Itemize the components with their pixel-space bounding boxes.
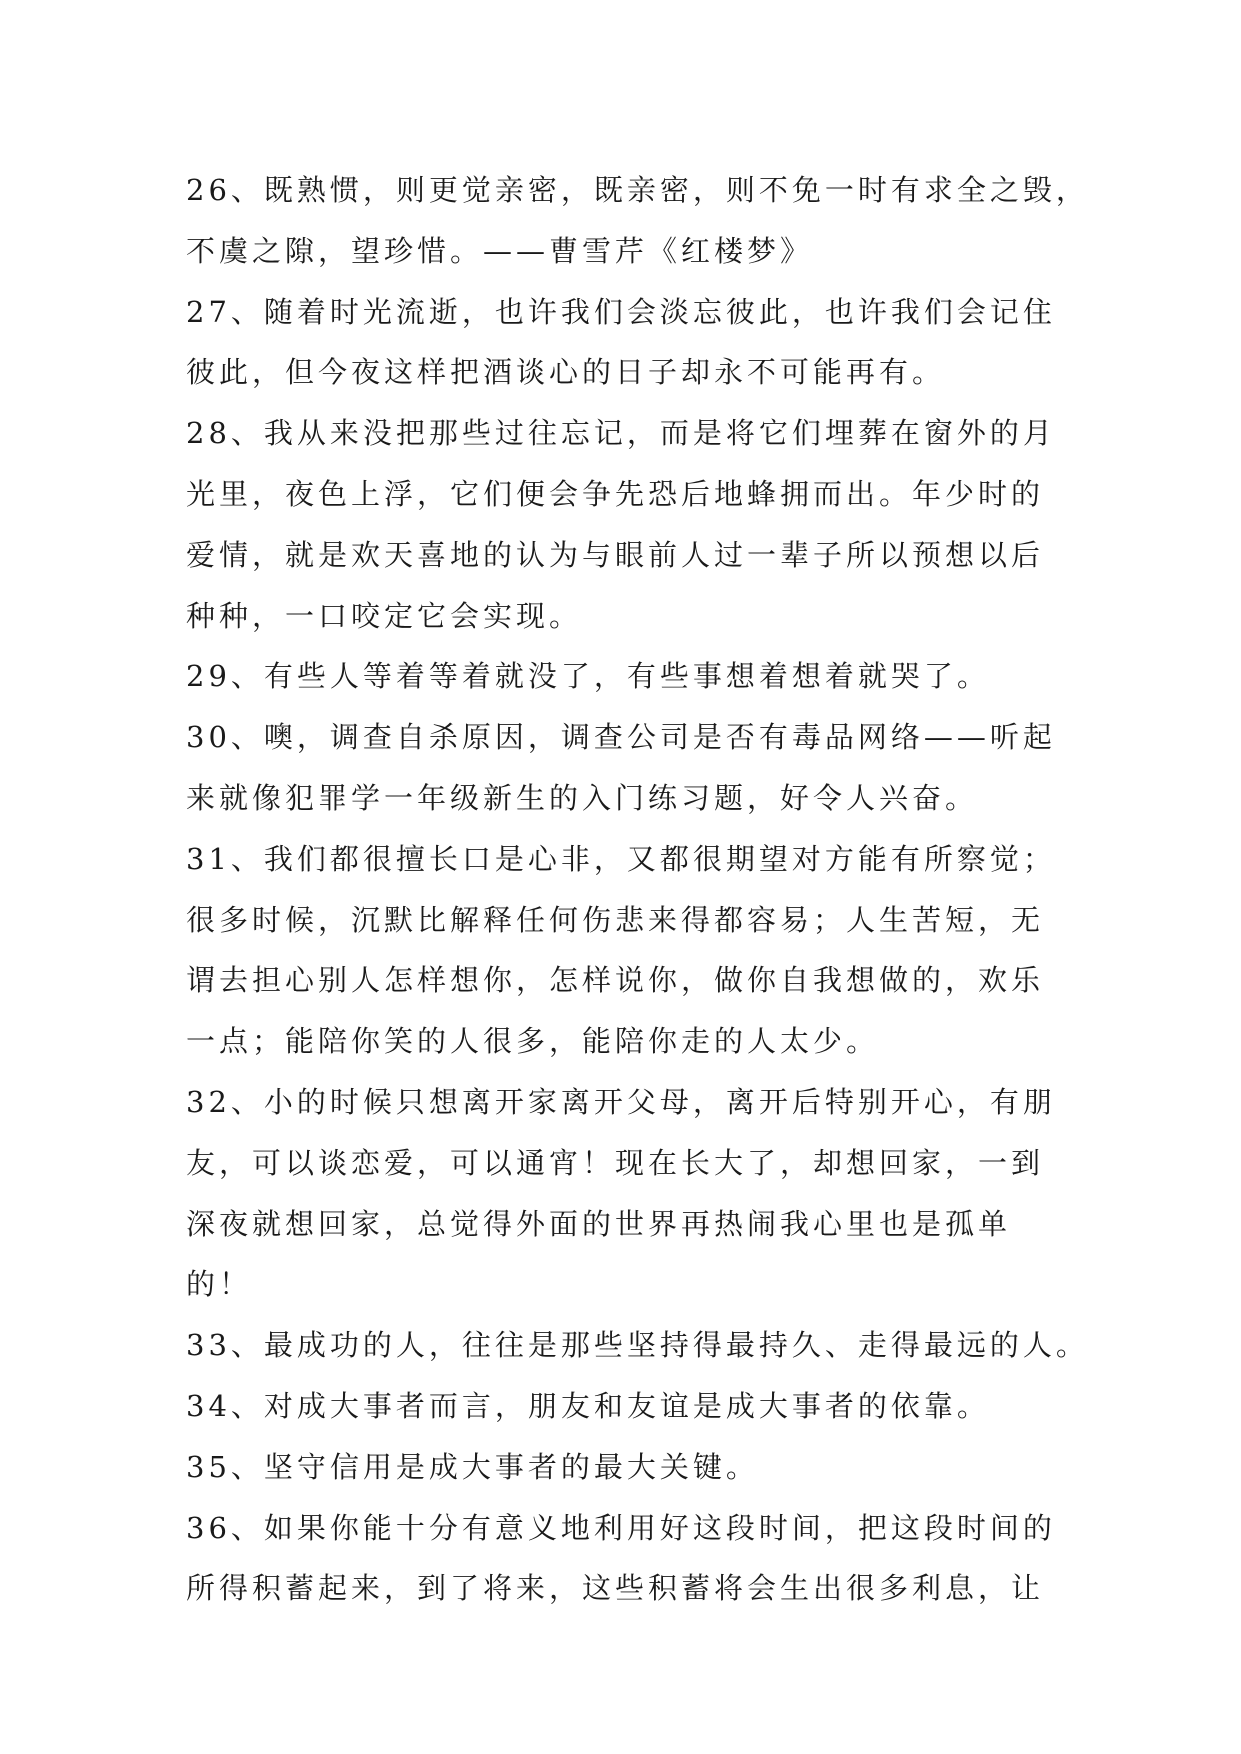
document-body: [186, 160, 1089, 1619]
text-line: 28、我从来没把那些过往忘记，而是将它们埋葬在窗外的月: [186, 416, 1056, 451]
text-line: 深夜就想回家，总觉得外面的世界再热闹我心里也是孤单: [186, 1206, 1012, 1241]
text-line: 33、最成功的人，往往是那些坚持得最持久、走得最远的人。: [186, 1328, 1089, 1363]
text-line: 31、我们都很擅长口是心非，又都很期望对方能有所察觉；: [186, 841, 1056, 876]
text-line: 一点；能陪你笑的人很多，能陪你走的人太少。: [186, 1024, 880, 1059]
text-line: 29、有些人等着等着就没了，有些事想着想着就哭了。: [186, 659, 990, 694]
text-line: 很多时候，沉默比解释任何伤悲来得都容易；人生苦短，无: [186, 902, 1045, 937]
text-line: 36、如果你能十分有意义地利用好这段时间，把这段时间的: [186, 1510, 1056, 1545]
text-line: 爱情，就是欢天喜地的认为与眼前人过一辈子所以预想以后: [186, 537, 1045, 572]
text-line: 所得积蓄起来，到了将来，这些积蓄将会生出很多利息，让: [186, 1571, 1045, 1606]
text-line: 不虞之隙，望珍惜。——曹雪芹《红楼梦》: [186, 233, 814, 268]
text-line: 的！: [186, 1267, 253, 1302]
text-line: 34、对成大事者而言，朋友和友谊是成大事者的依靠。: [186, 1388, 990, 1423]
text-line: 彼此，但今夜这样把酒谈心的日子却永不可能再有。: [186, 355, 946, 390]
text-line: 26、既熟惯，则更觉亲密，既亲密，则不免一时有求全之毁，: [186, 173, 1089, 207]
text-line: 来就像犯罪学一年级新生的入门练习题，好令人兴奋。: [186, 780, 979, 815]
text-line: 27、随着时光流逝，也许我们会淡忘彼此，也许我们会记住: [186, 294, 1056, 329]
text-line: 友，可以谈恋爱，可以通宵！现在长大了，却想回家，一到: [186, 1145, 1045, 1180]
text-line: 种种，一口咬定它会实现。: [186, 598, 583, 633]
text-line: 32、小的时候只想离开家离开父母，离开后特别开心，有朋: [186, 1084, 1056, 1119]
text-line: 30、噢，调查自杀原因，调查公司是否有毒品网络——听起: [186, 720, 1056, 755]
text-line: 35、坚守信用是成大事者的最大关键。: [186, 1449, 759, 1484]
text-line: 光里，夜色上浮，它们便会争先恐后地蜂拥而出。年少时的: [186, 476, 1045, 511]
text-line: 谓去担心别人怎样想你，怎样说你，做你自我想做的，欢乐: [186, 963, 1045, 998]
